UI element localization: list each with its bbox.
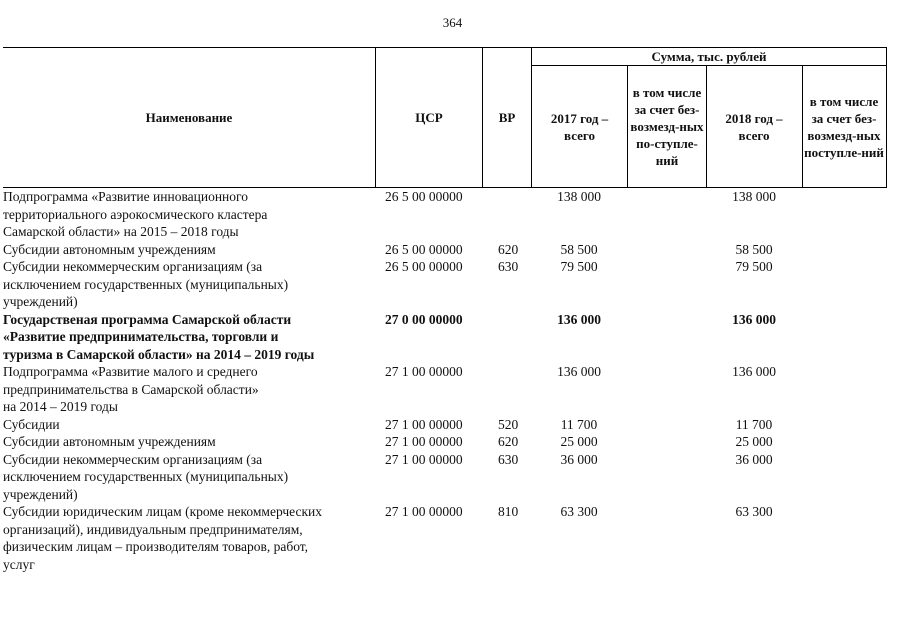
row-6-vr: 620 — [498, 434, 519, 449]
header-vr: ВР — [498, 110, 516, 125]
row-4-name-line: Подпрограмма «Развитие малого и среднего — [3, 364, 258, 379]
row-4-sum-2018: 136 000 — [732, 364, 776, 379]
row-2-name-line: учреждений) — [3, 294, 78, 309]
header-2017-grants: в том числе за счет без-возмезд-ных по-ступле-ний — [630, 85, 704, 168]
header-2018-total: 2018 год – всего — [725, 110, 783, 143]
row-6-name-line: Субсидии автономным учреждениям — [3, 434, 216, 449]
row-1-csr: 26 5 00 00000 — [385, 241, 463, 257]
header-2018-grants: в том числе за счет без-возмезд-ных поступле-ний — [804, 93, 884, 160]
header-csr: ЦСР — [415, 110, 443, 125]
row-1-sum-2017: 58 500 — [560, 241, 598, 257]
row-3-sum-2017: 136 000 — [557, 311, 601, 327]
row-4-name-line: на 2014 – 2019 годы — [3, 399, 118, 414]
col-divider — [627, 65, 628, 187]
page-number: 364 — [442, 15, 463, 30]
row-8-name-line: услуг — [3, 556, 35, 572]
row-0-name-line: Подпрограмма «Развитие инновационного — [3, 189, 248, 204]
row-2-vr: 630 — [498, 259, 519, 274]
row-8-vr: 810 — [498, 504, 519, 519]
row-7-name-line: учреждений) — [3, 486, 78, 502]
row-6-sum-2017: 25 000 — [560, 434, 598, 449]
row-0-name-line: территориального аэрокосмического кластера — [3, 206, 268, 222]
row-8-name-line: организаций), индивидуальным предпринимателям, — [3, 521, 303, 537]
row-7-name-line: Субсидии некоммерческим организациям (за — [3, 451, 263, 467]
row-2-sum-2017: 79 500 — [560, 259, 598, 274]
row-7-sum-2018: 36 000 — [735, 451, 773, 467]
row-0-name-line: Самарской области» на 2015 – 2018 годы — [3, 224, 239, 239]
row-5-vr: 520 — [498, 416, 519, 432]
row-7-vr: 630 — [498, 451, 519, 467]
row-1-vr: 620 — [498, 241, 519, 257]
row-6-sum-2018: 25 000 — [735, 434, 773, 449]
row-8-sum-2017: 63 300 — [560, 504, 598, 519]
row-7-csr: 27 1 00 00000 — [385, 451, 463, 467]
row-8-csr: 27 1 00 00000 — [385, 504, 463, 519]
col-divider — [802, 65, 803, 187]
row-2-name-line: исключением государственных (муниципальных) — [3, 276, 289, 292]
row-5-name-line: Субсидии — [3, 416, 60, 432]
header-2017-total: 2017 год – всего — [550, 110, 609, 143]
col-divider — [886, 47, 887, 187]
header-name: Наименование — [145, 110, 233, 125]
row-8-name-line: Субсидии юридическим лицам (кроме некоммерческих — [3, 504, 323, 519]
row-0-sum-2018: 138 000 — [732, 189, 776, 204]
row-3-name-line: туризма в Самарской области» на 2014 – 2019 годы — [3, 346, 315, 362]
row-0-csr: 26 5 00 00000 — [385, 189, 463, 204]
row-2-name-line: Субсидии некоммерческим организациям (за — [3, 259, 263, 274]
header-sum-title: Сумма, тыс. рублей — [651, 49, 767, 64]
row-5-sum-2017: 11 700 — [560, 416, 598, 432]
row-5-sum-2018: 11 700 — [735, 416, 773, 432]
col-divider — [531, 47, 532, 187]
row-6-csr: 27 1 00 00000 — [385, 434, 463, 449]
row-2-sum-2018: 79 500 — [735, 259, 773, 274]
row-3-name-line: «Развитие предпринимательства, торговли и — [3, 329, 279, 344]
row-1-name-line: Субсидии автономным учреждениям — [3, 241, 216, 257]
row-0-sum-2017: 138 000 — [557, 189, 601, 204]
row-3-name-line: Государственая программа Самарской области — [3, 311, 292, 327]
row-1-sum-2018: 58 500 — [735, 241, 773, 257]
row-7-name-line: исключением государственных (муниципальных) — [3, 469, 289, 484]
col-divider — [706, 65, 707, 187]
row-3-csr: 27 0 00 00000 — [385, 311, 463, 327]
row-8-sum-2018: 63 300 — [735, 504, 773, 519]
row-7-sum-2017: 36 000 — [560, 451, 598, 467]
row-4-name-line: предпринимательства в Самарской области» — [3, 381, 259, 397]
row-3-sum-2018: 136 000 — [732, 311, 776, 327]
row-2-csr: 26 5 00 00000 — [385, 259, 463, 274]
row-8-name-line: физическим лицам – производителям товаров, работ, — [3, 539, 309, 554]
row-4-sum-2017: 136 000 — [557, 364, 601, 379]
row-5-csr: 27 1 00 00000 — [385, 416, 463, 432]
row-4-csr: 27 1 00 00000 — [385, 364, 463, 379]
